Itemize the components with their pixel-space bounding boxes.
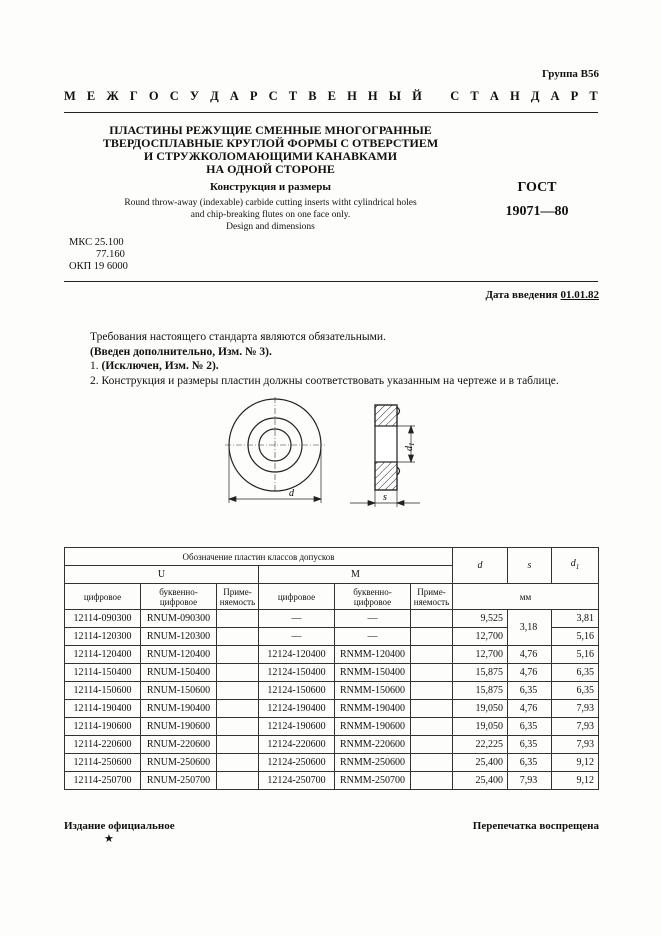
table-cell [411, 646, 453, 664]
header-d1: $d_1$ [552, 548, 599, 584]
table-cell [217, 736, 259, 754]
heading-letter: Р [249, 89, 258, 103]
introduction-date [485, 289, 599, 301]
table-cell: RNUM-190600 [141, 718, 217, 736]
code-line: 77.160 [96, 249, 125, 260]
table-cell: 7,93 [552, 736, 599, 754]
table-cell: 19,050 [453, 718, 508, 736]
table-cell: 15,875 [453, 664, 508, 682]
table-cell: 5,16 [552, 628, 599, 646]
heading-letter: Н [367, 89, 378, 103]
heading-letter: О [148, 89, 159, 103]
header-class-m: M [259, 566, 453, 584]
english-title-line: Round throw-away (indexable) carbide cutting inserts witht cylindrical holes [124, 198, 417, 208]
table-cell: RNUM-190400 [141, 700, 217, 718]
table-row [65, 682, 599, 700]
table-cell: 25,400 [453, 754, 508, 772]
table-cell: RNUM-220600 [141, 736, 217, 754]
heading-letter: Н [509, 89, 520, 103]
table-row [65, 736, 599, 754]
interstate-standard-heading [64, 89, 598, 104]
table-cell: RNUM-150400 [141, 664, 217, 682]
table-cell: 4,76 [508, 700, 552, 718]
heading-letter: Н [347, 89, 357, 103]
table-cell: 4,76 [508, 664, 552, 682]
table-cell: 6,35 [508, 754, 552, 772]
header-designation: Обозначение пластин классов допусков [65, 548, 453, 566]
table-cell: RNMM-120400 [335, 646, 411, 664]
section-rule [64, 281, 598, 282]
header-alnum-m: буквенно- цифровое [335, 584, 411, 610]
header-alnum-u: буквенно- цифровое [141, 584, 217, 610]
heading-letter: Г [129, 89, 138, 103]
table-cell: RNMM-220600 [335, 736, 411, 754]
table-cell: 3,81 [552, 610, 599, 628]
header-note-u: Приме- няемость [217, 584, 259, 610]
table-cell: 12114-120300 [65, 628, 141, 646]
label-d1: $d_1$ [404, 442, 416, 451]
table-cell: 15,875 [453, 682, 508, 700]
english-title [64, 197, 477, 233]
table-cell: 12124-220600 [259, 736, 335, 754]
heading-letter: А [489, 89, 499, 103]
paragraph: (Введен дополнительно, Изм. № 3). [90, 345, 272, 358]
item-number: 1. [90, 360, 99, 372]
heading-letter: Ы [388, 89, 402, 103]
heading-letter: В [308, 89, 317, 103]
table-cell: 12124-190400 [259, 700, 335, 718]
header-note-m: Приме- няемость [411, 584, 453, 610]
heading-letter: Е [327, 89, 336, 103]
table-cell: 7,93 [552, 718, 599, 736]
table-cell [217, 772, 259, 790]
table-cell: 25,400 [453, 772, 508, 790]
paragraph: Требования настоящего стандарта являются обязательными. [90, 331, 386, 343]
title-line: НА ОДНОЙ СТОРОНЕ [206, 162, 335, 176]
label-d: d [289, 488, 294, 499]
table-cell: — [259, 628, 335, 646]
body-text [90, 330, 559, 388]
title-line: ПЛАСТИНЫ РЕЖУЩИЕ СМЕННЫЕ МНОГОГРАННЫЕ [109, 123, 432, 137]
table-cell: 12,700 [453, 646, 508, 664]
heading-letter: С [450, 89, 460, 103]
heading-letter: Ж [106, 89, 119, 103]
table-cell [411, 754, 453, 772]
table-cell [217, 718, 259, 736]
table-cell: 3,18 [508, 610, 552, 646]
classification-codes [69, 237, 128, 273]
table-row [65, 754, 599, 772]
table-cell: RNUM-120400 [141, 646, 217, 664]
heading-letter: М [64, 89, 76, 103]
table-cell [217, 628, 259, 646]
code-line: МКС 25.100 [69, 237, 124, 248]
title-line: ТВЕРДОСПЛАВНЫЕ КРУГЛОЙ ФОРМЫ С ОТВЕРСТИЕМ [102, 136, 439, 150]
table-cell: RNUM-150600 [141, 682, 217, 700]
table-cell: 9,525 [453, 610, 508, 628]
label-s: s [383, 492, 387, 503]
table-cell: RNMM-250700 [335, 772, 411, 790]
table-cell: 12114-150600 [65, 682, 141, 700]
dimensions-table [64, 547, 599, 790]
header-rule [64, 112, 598, 113]
table-cell: 12114-120400 [65, 646, 141, 664]
heading-letter: У [189, 89, 199, 103]
title-line: И СТРУЖКОЛОМАЮЩИМИ КАНАВКАМИ [143, 149, 398, 163]
document-title [64, 124, 477, 176]
table-cell: 12124-250600 [259, 754, 335, 772]
table-cell [217, 646, 259, 664]
table-cell: RNUM-090300 [141, 610, 217, 628]
official-edition: Издание официальное [64, 820, 175, 832]
heading-letter: А [550, 89, 560, 103]
table-cell: RNUM-250700 [141, 772, 217, 790]
table-row [65, 646, 599, 664]
english-title-line: Design and dimensions [226, 222, 315, 232]
table-cell: 6,35 [552, 664, 599, 682]
table-cell: 4,76 [508, 646, 552, 664]
english-title-line: and chip-breaking flutes on one face only. [190, 210, 351, 220]
table-cell [411, 682, 453, 700]
paragraph [90, 359, 559, 374]
table-row [65, 700, 599, 718]
table-cell: 12124-120400 [259, 646, 335, 664]
table-cell: — [335, 610, 411, 628]
table-cell: 12114-250700 [65, 772, 141, 790]
table-row [65, 718, 599, 736]
header-digital-u: цифровое [65, 584, 141, 610]
table-cell [217, 754, 259, 772]
table-cell: 6,35 [508, 718, 552, 736]
heading-letter: Р [570, 89, 579, 103]
table-cell: RNMM-250600 [335, 754, 411, 772]
table-cell: RNMM-190600 [335, 718, 411, 736]
code-line: ОКП 19 6000 [69, 261, 128, 272]
table-cell [411, 736, 453, 754]
table-cell: 12114-090300 [65, 610, 141, 628]
item-text: (Исключен, Изм. № 2). [101, 360, 219, 372]
table-body [65, 610, 599, 790]
table-cell: 6,35 [552, 682, 599, 700]
heading-letter: С [268, 89, 278, 103]
heading-letter: А [229, 89, 239, 103]
table-cell [217, 664, 259, 682]
group-label: Группа В56 [541, 68, 599, 80]
table-cell: RNMM-190400 [335, 700, 411, 718]
table-cell: RNMM-150600 [335, 682, 411, 700]
gost-number: 19071—80 [505, 204, 569, 219]
table-cell: — [259, 610, 335, 628]
intro-date: 01.01.82 [560, 289, 599, 301]
table-row [65, 610, 599, 628]
heading-letter: Д [530, 89, 540, 103]
table-cell: 12114-220600 [65, 736, 141, 754]
table-cell: 9,12 [552, 754, 599, 772]
gost-label: ГОСТ [517, 180, 557, 195]
heading-letter: Д [210, 89, 219, 103]
reprint-prohibited: Перепечатка воспрещена [472, 820, 599, 832]
table-cell [411, 700, 453, 718]
table-row [65, 772, 599, 790]
table-cell: 6,35 [508, 682, 552, 700]
intro-label: Дата введения [485, 289, 558, 301]
header-digital-m: цифровое [259, 584, 335, 610]
gost-designation [470, 176, 604, 224]
table-cell: 22,225 [453, 736, 508, 754]
table-cell [411, 628, 453, 646]
table-cell: 12114-190600 [65, 718, 141, 736]
table-cell: 9,12 [552, 772, 599, 790]
table-cell [411, 664, 453, 682]
heading-letter: Т [589, 89, 598, 103]
table-cell [217, 700, 259, 718]
heading-letter: Т [470, 89, 479, 103]
table-cell: 12124-250700 [259, 772, 335, 790]
header-s: s [508, 548, 552, 584]
table-cell: 12124-190600 [259, 718, 335, 736]
star-mark: ★ [104, 833, 114, 845]
header-d: d [453, 548, 508, 584]
table-cell: 12114-250600 [65, 754, 141, 772]
document-subtitle: Конструкция и размеры [210, 181, 331, 193]
table-cell: 12114-150400 [65, 664, 141, 682]
table-cell: 12,700 [453, 628, 508, 646]
table-cell: 6,35 [508, 736, 552, 754]
heading-letter: Т [288, 89, 298, 103]
table-cell: 5,16 [552, 646, 599, 664]
table-cell [217, 682, 259, 700]
heading-letter: Й [412, 89, 422, 103]
table-row [65, 664, 599, 682]
table-cell [411, 718, 453, 736]
table-cell: 12124-150400 [259, 664, 335, 682]
table-cell: 12124-150600 [259, 682, 335, 700]
heading-letter [433, 89, 439, 104]
header-units: мм [453, 584, 599, 610]
heading-letter: С [169, 89, 179, 103]
heading-letter: Е [86, 89, 96, 103]
table-cell [217, 610, 259, 628]
table-cell [411, 772, 453, 790]
table-cell: RNUM-250600 [141, 754, 217, 772]
insert-drawing [225, 395, 435, 510]
table-cell: 7,93 [508, 772, 552, 790]
table-cell: 19,050 [453, 700, 508, 718]
table-cell: 7,93 [552, 700, 599, 718]
header-class-u: U [65, 566, 259, 584]
table-cell [411, 610, 453, 628]
table-cell: — [335, 628, 411, 646]
paragraph: 2. Конструкция и размеры пластин должны соответствовать указанным на чертеже и в таблице. [90, 374, 559, 387]
table-cell: RNUM-120300 [141, 628, 217, 646]
table-cell: 12114-190400 [65, 700, 141, 718]
table-cell: RNMM-150400 [335, 664, 411, 682]
